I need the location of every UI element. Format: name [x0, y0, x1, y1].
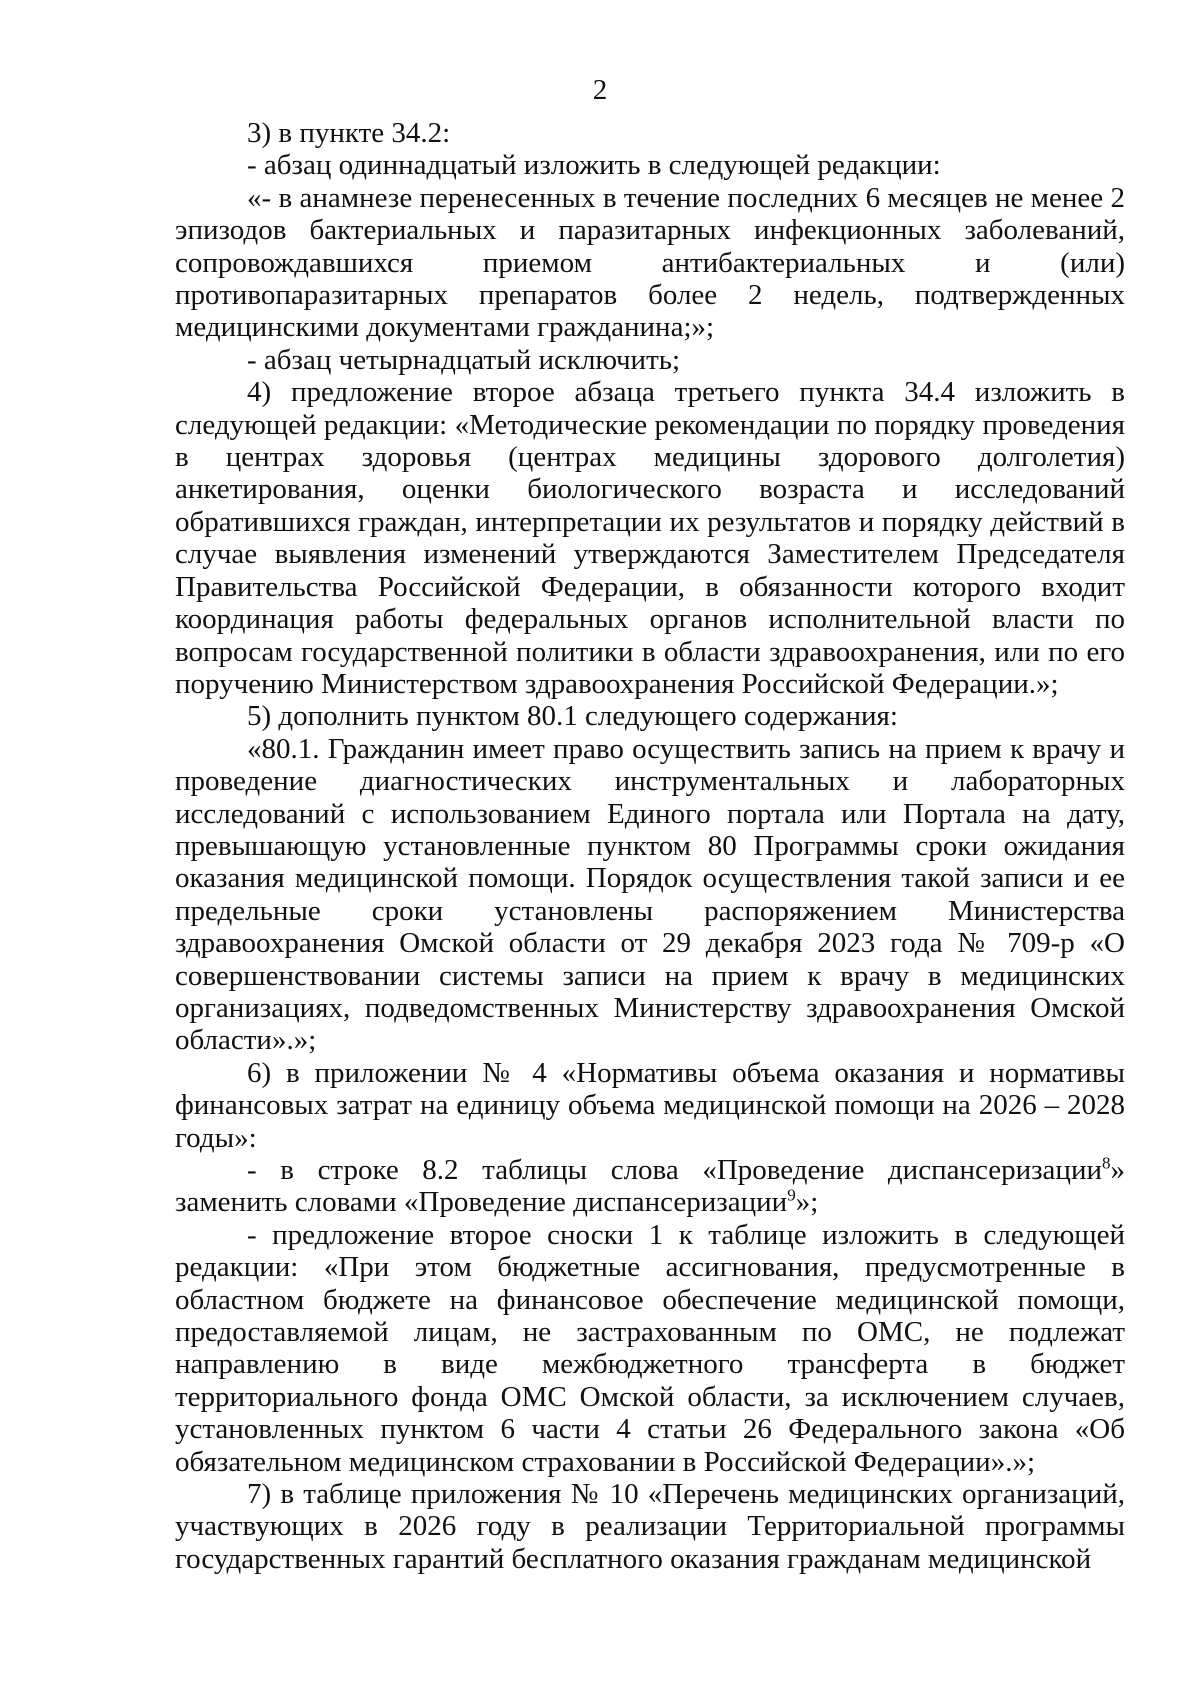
paragraph-row-8-2 — [175, 1154, 1125, 1219]
paragraph-abzac-11: - абзац одиннадцатый изложить в следующей редакции: — [247, 149, 941, 182]
paragraph-quote-anamnesis: «- в анамнезе перенесенных в течение последних 6 месяцев не менее 2 эпизодов бактериальных и паразитарных инфекционных заболеваний, сопровождавшихся приемом антибактериальных и (или) противопаразитарных препаратов более 2 недель, подтвержденных медицинскими документами гражданина;»; — [175, 181, 1125, 344]
paragraph-footnote-1: - предложение второе сноски 1 к таблице изложить в следующей редакции: «При этом бюджетные ассигнования, предусмотренные в областном бюджете на финансовое обеспечение медицинской помощи, предоставляемой лицам, не застрахованным по ОМС, не подлежат направлению в виде межбюджетного трансферта в бюджет территориального фонда ОМС Омской области, за исключением случаев, установленных пунктом 6 части 4 статьи 26 Федерального закона «Об обязательном медицинском страховании в Российской Федерации».»; — [175, 1218, 1125, 1478]
row-8-2-text-2: » заменить словами «Проведение диспансеризации — [175, 1154, 1125, 1219]
document-body — [175, 117, 1125, 1575]
paragraph-abzac-14: - абзац четырнадцатый исключить; — [247, 343, 681, 376]
paragraph-item-5: 5) дополнить пунктом 80.1 следующего содержания: — [247, 700, 898, 733]
paragraph-item-6: 6) в приложении № 4 «Нормативы объема оказания и нормативы финансовых затрат на единицу объема медицинской помощи на 2026 – 2028 годы»: — [175, 1056, 1125, 1154]
page-number: 2 — [592, 74, 608, 106]
paragraph-quote-80-1: «80.1. Гражданин имеет право осуществить запись на прием к врачу и проведение диагностических инструментальных и лабораторных исследований с использованием Единого портала или Портала на дату, превышающую установленные пунктом 80 Программы сроки ожидания оказания медицинской помощи. Порядок осуществления такой записи и ее предельные сроки установлены распоряжением Министерства здравоохранения Омской области от 29 декабря 2023 года № 709-р «О совершенствовании системы записи на прием к врачу в медицинских организациях, подведомственных Министерству здравоохранения Омской области».»; — [175, 732, 1125, 1057]
row-8-2-text-1: - в строке 8.2 таблицы слова «Проведение диспансеризации — [247, 1154, 1102, 1186]
paragraph-item-4: 4) предложение второе абзаца третьего пункта 34.4 изложить в следующей редакции: «Методические рекомендации по порядку проведения в центрах здоровья (центрах медицины здорового долголетия) анкетирования, оценки биологического возраста и исследований обратившихся граждан, интерпретации их результатов и порядку действий в случае выявления изменений утверждаются Заместителем Председателя Правительства Российской Федерации, в обязанности которого входит координация работы федеральных органов исполнительной власти по вопросам государственной политики в области здравоохранения, или по его поручению Министерством здравоохранения Российской Федерации.»; — [175, 376, 1125, 700]
footnote-marker-9: 9 — [787, 1185, 796, 1205]
footnote-marker-8: 8 — [1102, 1153, 1111, 1173]
row-8-2-text-3: »; — [795, 1186, 819, 1219]
paragraph-item-3: 3) в пункте 34.2: — [247, 117, 451, 149]
paragraph-item-7: 7) в таблице приложения № 10 «Перечень медицинских организаций, участвующих в 2026 году в реализации Территориальной программы государственных гарантий бесплатного оказания гражданам медицинской — [175, 1478, 1125, 1575]
